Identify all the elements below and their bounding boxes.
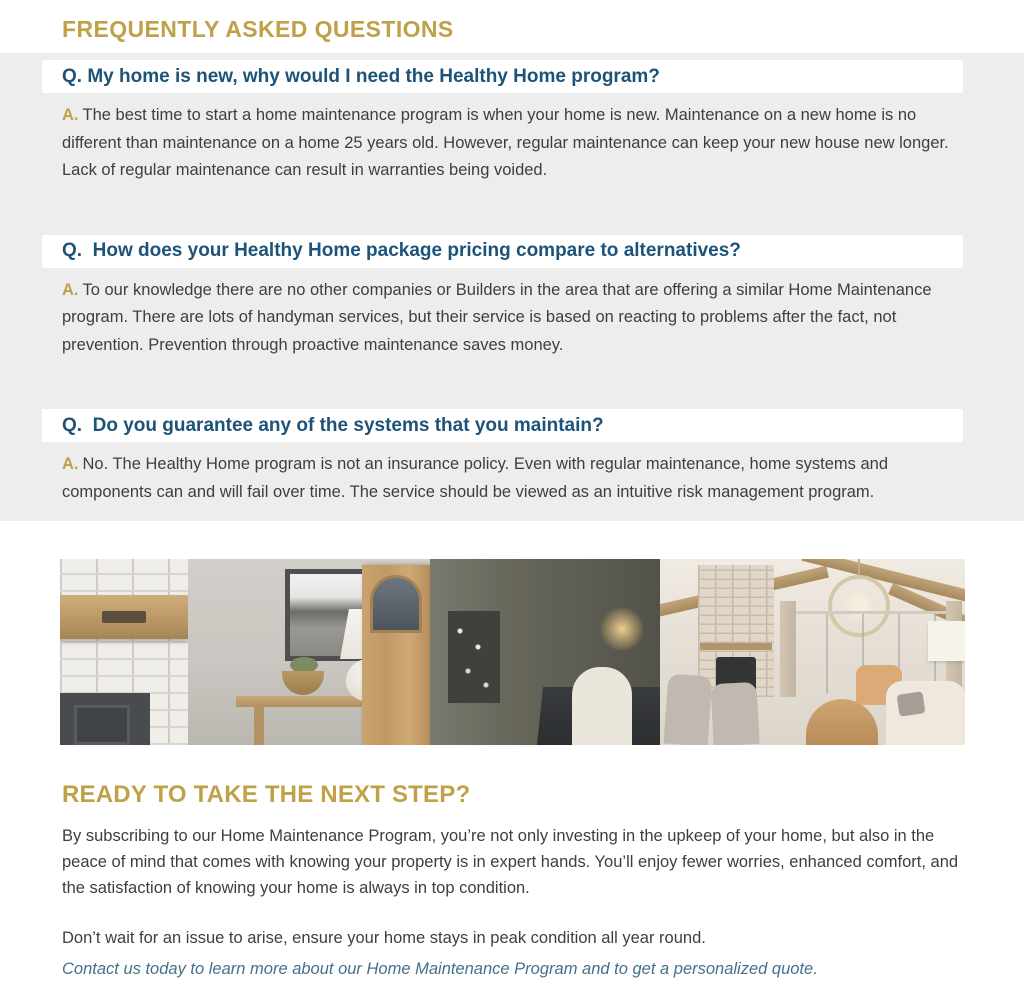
dining-chair — [572, 667, 632, 745]
question-text-2: Q. How does your Healthy Home package pricing compare to alternatives? — [62, 240, 741, 261]
brass-bowl — [282, 671, 324, 695]
floor-lamp-shade — [928, 621, 965, 661]
question-band-1 — [42, 60, 963, 93]
answer-1 — [62, 102, 963, 185]
brick-fireplace-photo — [60, 559, 188, 745]
faq-item-3 — [0, 409, 1024, 506]
coffee-table — [806, 699, 878, 745]
chimney-mantel — [700, 643, 772, 650]
answer-text-3: No. The Healthy Home program is not an insurance policy. Even with regular maintenance, home systems and components can and will fail over time. The service should be viewed as an intuitive risk management program. — [62, 455, 889, 501]
answer-prefix-3: A. — [62, 455, 79, 473]
answer-2 — [62, 277, 963, 360]
answer-3 — [62, 451, 963, 506]
table-leg — [254, 707, 264, 745]
living-room-photo — [660, 559, 965, 745]
fireplace — [60, 693, 150, 745]
faq-section — [0, 53, 1024, 521]
sofa-pillow — [897, 691, 926, 716]
answer-prefix-1: A. — [62, 106, 79, 124]
curtain — [780, 601, 796, 697]
question-band-2 — [42, 235, 963, 268]
interior-collage-image — [60, 559, 965, 745]
lamp-glow — [600, 607, 644, 651]
fireplace-panel — [74, 705, 130, 745]
question-text-1: Q. My home is new, why would I need the Healthy Home program? — [62, 65, 660, 87]
dining-room-photo — [430, 559, 660, 745]
answer-text-2: To our knowledge there are no other companies or Builders in the area that are offering a similar Home Maintenance program. There are lots of handyman services, but their service is based on reacting to problems after the fact, not prevention. Prevention through proactive maintenance saves money. — [62, 280, 932, 354]
mantel-shelf — [60, 595, 188, 639]
faq-item-2 — [0, 235, 1024, 360]
contact-us-line: Contact us today to learn more about our Home Maintenance Program and to get a personalized quote. — [62, 960, 818, 978]
stone-chimney — [698, 565, 774, 697]
abstract-art — [448, 611, 500, 703]
answer-prefix-2: A. — [62, 280, 79, 299]
cta-paragraph: By subscribing to our Home Maintenance Program, you’re not only investing in the upkeep of your home, but also in the peace of mind that comes with knowing your property is in expert hands. You’ll enjoy fewer worries, enhanced comfort, and the satisfaction of knowing your home is always in top condition. — [62, 827, 959, 897]
armchair — [710, 682, 759, 745]
entry-hall-photo — [188, 559, 660, 745]
barn-door-window — [370, 575, 422, 633]
question-band-3 — [42, 409, 963, 442]
answer-text-1: The best time to start a home maintenance program is when your home is new. Maintenance on a new home is no different than maintenance on a home 25 years old. However, regular maintenance can keep your new house new longer. Lack of regular maintenance can result in warranties being voided. — [62, 106, 949, 179]
armchair — [664, 674, 713, 745]
cta-title: READY TO TAKE THE NEXT STEP? — [62, 781, 471, 808]
faq-item-1 — [0, 60, 1024, 185]
barn-door — [362, 565, 430, 745]
sofa — [886, 681, 965, 745]
cta-closing-line: Don’t wait for an issue to arise, ensure your home stays in peak condition all year round. — [62, 929, 706, 947]
mantel-plaque — [102, 611, 146, 623]
question-text-3: Q. Do you guarantee any of the systems that you maintain? — [62, 414, 604, 436]
page-title: FREQUENTLY ASKED QUESTIONS — [62, 16, 454, 42]
